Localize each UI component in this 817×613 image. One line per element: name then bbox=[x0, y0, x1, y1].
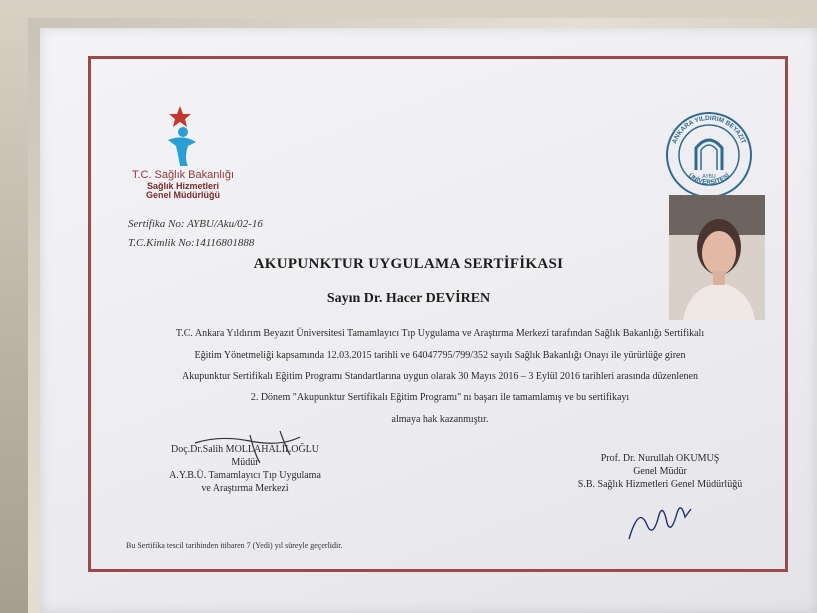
body-line-5: almaya hak kazanmıştır. bbox=[391, 414, 489, 425]
certificate-number: Sertifika No: AYBU/Aku/02-16 bbox=[128, 218, 263, 230]
seal-bottom-text: ÜNİVERSİTESİ bbox=[686, 172, 732, 187]
body-line-1: T.C. Ankara Yıldırım Beyazıt Üniversitesi Tamamlayıcı Tıp Uygulama ve Araştırma Merkezi tarafından Sağlık Bakanlığı Sertifikalı bbox=[175, 328, 705, 339]
left-signatory-name: Doç.Dr.Salih MOLLAHALİLOĞLU bbox=[170, 444, 320, 455]
certificate-id-number: T.C.Kimlik No:14116801888 bbox=[128, 237, 255, 249]
recipient-name: Sayın Dr. Hacer DEVİREN bbox=[326, 291, 491, 306]
certificate-title: AKUPUNKTUR UYGULAMA SERTİFİKASI bbox=[253, 256, 564, 272]
right-signatory-org1: S.B. Sağlık Hizmetleri Genel Müdürlüğü bbox=[577, 479, 743, 490]
university-seal-icon bbox=[664, 110, 754, 200]
seal-top-text: ANKARA YILDIRIM BEYAZIT bbox=[671, 114, 747, 145]
right-signatory-name: Prof. Dr. Nurullah OKUMUŞ bbox=[600, 453, 720, 464]
ministry-name: T.C. Sağlık Bakanlığı bbox=[131, 169, 235, 181]
certificate-meta bbox=[128, 215, 263, 253]
left-signatory-role: Müdür bbox=[231, 457, 259, 468]
body-line-2: Eğitim Yönetmeliği kapsamında 12.03.2015 tarihli ve 64047795/799/352 sayılı Sağlık Bakanlığı Onayı ile yürürlüğe giren bbox=[194, 350, 686, 361]
ministry-department-line2: Genel Müdürlüğü bbox=[146, 189, 220, 200]
right-signature-icon bbox=[625, 495, 695, 545]
ministry-name-block bbox=[128, 170, 238, 200]
seal-abbr: AYBU bbox=[702, 174, 716, 180]
validity-footer: Bu Sertifika tescil tarihinden itibaren 7 (Yedi) yıl süreyle geçerlidir. bbox=[126, 541, 343, 550]
right-signatory bbox=[565, 452, 755, 491]
left-signatory-org1: A.Y.B.Ü. Tamamlayıcı Tıp Uygulama bbox=[169, 470, 321, 481]
ministry-department-line1: Sağlık Hizmetleri bbox=[146, 180, 220, 191]
left-signatory bbox=[145, 443, 345, 495]
left-signatory-org2: ve Araştırma Merkezi bbox=[201, 483, 289, 494]
right-signatory-role: Genel Müdür bbox=[633, 466, 687, 477]
body-line-4: 2. Dönem "Akupunktur Sertifikalı Eğitim Programı" nı başarı ile tamamlamış ve bu sertifikayı bbox=[250, 392, 630, 403]
body-line-3: Akupunktur Sertifikalı Eğitim Programı Standartlarına uygun olarak 30 Mayıs 2016 – 3 Eylül 2016 tarihleri arasında düzenlenen bbox=[182, 371, 698, 382]
